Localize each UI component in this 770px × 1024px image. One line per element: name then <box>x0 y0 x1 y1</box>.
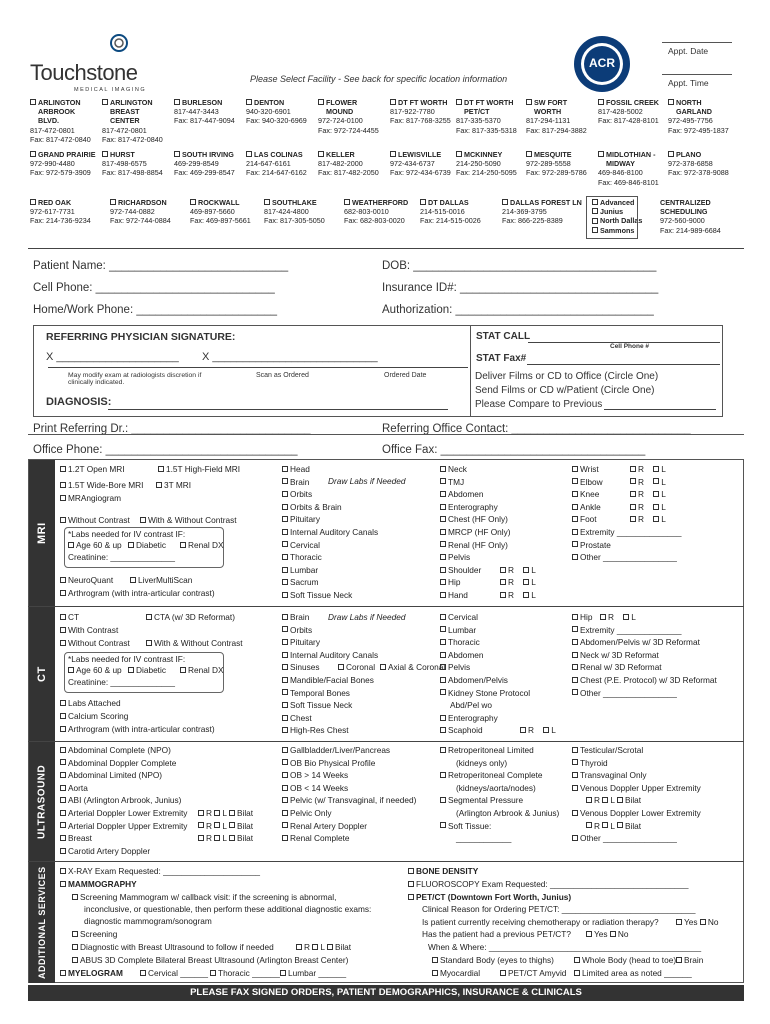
add-when-where: When & Where: ______________________________________________ <box>428 942 702 952</box>
add-inconclusive: inconclusive, or questionable, then perform these additional diagnostic exams: <box>84 904 372 914</box>
section-ultrasound: ULTRASOUND <box>29 742 55 861</box>
us-item4-2[interactable]: Transvaginal Only <box>572 770 647 781</box>
patient-name-field[interactable]: Patient Name: ____________________________ <box>33 260 289 272</box>
logo-mark-icon <box>108 33 130 57</box>
mri-with-without[interactable]: With & Without Contrast <box>140 515 237 526</box>
facility-3[interactable]: DENTON 940-320-6901 Fax: 940-320-6969 <box>246 98 307 126</box>
brand-sub: MEDICAL IMAGING <box>74 87 147 93</box>
add-clinical-reason: Clinical Reason for Ordering PET/CT: _____________________________ <box>422 904 696 914</box>
us-item-1[interactable]: Abdominal Doppler Complete <box>60 758 176 769</box>
us-item-7[interactable]: Breast <box>60 833 92 844</box>
facility-14[interactable]: KELLER 817-482-2000 Fax: 817-482-2050 <box>318 150 379 178</box>
us-item4-4[interactable]: Venous Doppler Lower Extremity <box>572 808 701 819</box>
add-previous-pet: Has the patient had a previous PET/CT? <box>422 929 571 939</box>
us-rl-bilat-5[interactable]: R L Bilat <box>198 808 253 819</box>
add-limited[interactable]: Limited area as noted ______ <box>574 968 692 979</box>
mri-ext-6[interactable]: Prostate <box>572 540 611 551</box>
ct-region-5[interactable]: Mandible/Facial Bones <box>282 675 374 686</box>
facility-12[interactable]: SOUTH IRVING 469-299-8549 Fax: 469-299-8547 <box>174 150 235 178</box>
facility-6[interactable]: DT FT WORTH PET/CT 817-335-5370 Fax: 817-335-5318 <box>456 98 517 135</box>
facility-25[interactable]: DT DALLAS 214-515-0016 Fax: 214-515-0026 <box>420 198 481 226</box>
mri-rl-10[interactable]: R L <box>500 590 536 601</box>
mri-livermultiscan[interactable]: LiverMultiScan <box>130 575 192 586</box>
mri-draw-labs: Draw Labs if Needed <box>328 476 406 486</box>
ct-body-3[interactable]: Abdomen <box>440 650 484 661</box>
diagnosis-line[interactable] <box>108 409 448 410</box>
ct-cta[interactable]: CTA (w/ 3D Reformat) <box>146 612 235 623</box>
us-note-5: (Arlington Arbrook & Junius) <box>456 808 560 818</box>
mri-ext-7[interactable]: Other ________________ <box>572 552 677 563</box>
ct-body-9[interactable]: Scaphoid <box>440 725 483 736</box>
ct-ext-4[interactable]: Renal w/ 3D Reformat <box>572 662 662 673</box>
add-chemo: Is patient currently receiving chemotherapy or radiation therapy? <box>422 917 659 927</box>
add-myocardial[interactable]: Myocardial <box>432 968 480 979</box>
us-note-1: (kidneys only) <box>456 757 508 768</box>
acr-seal-icon <box>572 34 632 94</box>
mri-region-2[interactable]: Orbits <box>282 489 312 500</box>
add-thoracic[interactable]: Thoracic ______ <box>210 968 280 979</box>
send-films[interactable]: Send Films or CD w/Patient (Circle One) <box>475 385 655 396</box>
us-note-3: (kidneys/aorta/nodes) <box>456 782 536 793</box>
mri-neuroquant[interactable]: NeuroQuant <box>60 575 113 586</box>
us-item3-2[interactable]: Retroperitoneal Complete <box>440 770 543 781</box>
add-cervical[interactable]: Cervical ______ <box>140 968 208 979</box>
mri-diabetic[interactable]: Diabetic <box>128 540 166 551</box>
facility-5[interactable]: DT FT WORTH 817-922-7780 Fax: 817-768-3255 <box>390 98 451 126</box>
mri-without-contrast[interactable]: Without Contrast <box>60 515 130 526</box>
add-xray[interactable]: X-RAY Exam Requested: _____________________ <box>60 866 260 877</box>
facility-26[interactable]: DALLAS FOREST LN 214-369-3795 Fax: 866-225-8389 <box>502 198 582 226</box>
ct-draw-labs: Draw Labs if Needed <box>328 612 406 622</box>
brand-name: Touchstone <box>30 60 138 85</box>
add-whole-body[interactable]: Whole Body (head to toe) <box>574 955 676 966</box>
mri-ext-rl-1[interactable]: R L <box>630 477 666 488</box>
mri-region-3[interactable]: Orbits & Brain <box>282 502 342 513</box>
cell-phone-hint: Cell Phone # <box>610 343 650 350</box>
mri-region-4[interactable]: Pituitary <box>282 514 320 525</box>
office-fax-field[interactable]: Office Fax: ________________________________ <box>382 444 646 456</box>
sig-line-1[interactable]: X ____________________ <box>46 351 179 363</box>
mri-ext-rl-0[interactable]: R L <box>630 464 666 475</box>
us-add-divider <box>28 861 744 862</box>
stat-call-label: STAT CALL <box>476 331 531 342</box>
facility-21[interactable]: RICHARDSON 972-744-0882 Fax: 972-744-0884 <box>110 198 171 226</box>
us-venous-rl-4[interactable]: R L Bilat <box>586 795 641 806</box>
dallas-sub-advanced[interactable]: Advanced <box>592 198 642 207</box>
ct-labs-attached[interactable]: Labs Attached <box>60 698 121 709</box>
sections-top <box>28 434 744 435</box>
ct-body-1[interactable]: Lumbar <box>440 625 476 636</box>
add-chemo-yn[interactable]: Yes No <box>676 917 718 928</box>
us-item-3[interactable]: Aorta <box>60 783 88 794</box>
scan-as-ordered: Scan as Ordered <box>256 372 309 379</box>
add-screening[interactable]: Screening <box>72 929 117 940</box>
add-abus[interactable]: ABUS 3D Complete Bilateral Breast Ultrasound (Arlington Breast Center) <box>72 955 348 966</box>
add-petct[interactable]: PET/CT (Downtown Fort Worth, Junius) <box>408 892 571 903</box>
ct-scaphoid-rl[interactable]: R L <box>520 725 556 736</box>
facility-10[interactable]: GRAND PRAIRIE 972-990-4480 Fax: 972-579-3909 <box>30 150 96 178</box>
mri-arthrogram[interactable]: Arthrogram (with intra-articular contrast) <box>60 588 215 599</box>
home-phone-field[interactable]: Home/Work Phone: ______________________ <box>33 304 278 316</box>
ct-without[interactable]: Without Contrast <box>60 638 130 649</box>
divider-top <box>28 248 744 249</box>
modify-note: May modify exam at radiologists discretion if clinically indicated. <box>68 372 202 386</box>
us-item-4[interactable]: ABI (Arlington Arbrook, Junius) <box>60 795 181 806</box>
ct-body-6[interactable]: Kidney Stone Protocol <box>440 688 530 699</box>
ct-ct[interactable]: CT <box>60 612 79 623</box>
ref-contact-field[interactable]: Referring Office Contact: ____________________________ <box>382 423 691 435</box>
us-item2-3[interactable]: OB < 14 Weeks <box>282 783 348 794</box>
ct-renal[interactable]: Renal DX <box>180 665 224 676</box>
mri-region-10[interactable]: Soft Tissue Neck <box>282 590 352 601</box>
section-additional: ADDITIONAL SERVICES <box>29 862 55 983</box>
us-item3-4[interactable]: Segmental Pressure <box>440 795 523 806</box>
us-item2-4[interactable]: Pelvic (w/ Transvaginal, if needed) <box>282 795 416 806</box>
mri-renal[interactable]: Renal DX <box>180 540 224 551</box>
mri-body-9[interactable]: Hip <box>440 577 460 588</box>
us-item2-5[interactable]: Pelvic Only <box>282 808 332 819</box>
referral-line <box>48 367 468 368</box>
mri-region-7[interactable]: Thoracic <box>282 552 322 563</box>
mri-body-0[interactable]: Neck <box>440 464 467 475</box>
facility-0[interactable]: ARLINGTON ARBROOK BLVD. 817-472-0801 Fax: 817-472-0840 <box>30 98 91 144</box>
ct-ext-0[interactable]: Hip <box>572 612 592 623</box>
add-fluoroscopy[interactable]: FLUOROSCOPY Exam Requested: ______________________________ <box>408 879 688 890</box>
ct-creatinine: Creatinine: ______________ <box>68 677 176 687</box>
mri-age60[interactable]: Age 60 & up <box>68 540 122 551</box>
facility-24[interactable]: WEATHERFORD 682-803-0010 Fax: 682-803-0020 <box>344 198 409 226</box>
sig-label: REFERRING PHYSICIAN SIGNATURE: <box>46 331 236 343</box>
mri-region-6[interactable]: Cervical <box>282 540 320 551</box>
facility-15[interactable]: LEWISVILLE 972-434-6737 Fax: 972-434-6739 <box>390 150 451 178</box>
facility-11[interactable]: HURST 817-498-6575 Fax: 817-498-8854 <box>102 150 163 178</box>
svg-text:ACR: ACR <box>589 56 615 70</box>
ct-coronal[interactable]: Coronal <box>338 662 375 673</box>
mri-rl-9[interactable]: R L <box>500 577 536 588</box>
ct-ext-6[interactable]: Other ________________ <box>572 688 677 699</box>
us-item4-1[interactable]: Thyroid <box>572 758 608 769</box>
add-diagnostic-us[interactable]: Diagnostic with Breast Ultrasound to follow if needed <box>72 942 274 953</box>
dallas-sub-junius[interactable]: Junius <box>592 207 642 216</box>
ct-body-4[interactable]: Pelvis <box>440 662 470 673</box>
facility-title: Please Select Facility - See back for specific location information <box>250 74 508 84</box>
appt-date-label: Appt. Date <box>668 46 709 56</box>
ct-body-5[interactable]: Abdomen/Pelvis <box>440 675 508 686</box>
compare-line[interactable] <box>604 409 716 410</box>
ct-age60[interactable]: Age 60 & up <box>68 665 122 676</box>
mri-ext-rl-2[interactable]: R L <box>630 489 666 500</box>
section-mri: MRI <box>29 460 55 606</box>
mri-ext-4[interactable]: Foot <box>572 514 597 525</box>
mri-angiogram[interactable]: MRAngiogram <box>60 493 121 504</box>
facility-7[interactable]: SW FORT WORTH 817-294-1131 Fax: 817-294-3882 <box>526 98 587 135</box>
us-item-2[interactable]: Abdominal Limited (NPO) <box>60 770 162 781</box>
mri-region-0[interactable]: Head <box>282 464 310 475</box>
us-rl-bilat-7[interactable]: R L Bilat <box>198 833 253 844</box>
dallas-sub-sammons[interactable]: Sammons <box>592 226 642 235</box>
facility-20[interactable]: RED OAK 972-617-7731 Fax: 214-736-9234 <box>30 198 91 226</box>
mri-ext-1[interactable]: Elbow <box>572 477 603 488</box>
mri-region-8[interactable]: Lumbar <box>282 565 318 576</box>
add-prev-yn[interactable]: Yes No <box>586 929 628 940</box>
ct-body-8[interactable]: Enterography <box>440 713 498 724</box>
ct-region-2[interactable]: Pituitary <box>282 637 320 648</box>
mri-ext-2[interactable]: Knee <box>572 489 599 500</box>
us-item-8[interactable]: Carotid Artery Doppler <box>60 846 150 857</box>
us-item4-0[interactable]: Testicular/Scrotal <box>572 745 643 756</box>
us-item-0[interactable]: Abdominal Complete (NPO) <box>60 745 171 756</box>
us-rl-bilat-6[interactable]: R L Bilat <box>198 821 253 832</box>
ordered-date-label: Ordered Date <box>384 372 427 379</box>
add-diagnostic: diagnostic mammogram/sonogram <box>84 916 212 926</box>
mri-15t-wb[interactable]: 1.5T Wide-Bore MRI <box>60 480 143 491</box>
footer-banner: PLEASE FAX SIGNED ORDERS, PATIENT DEMOGRAPHICS, INSURANCE & CLINICALS <box>28 985 744 1001</box>
ct-labs-title: *Labs needed for IV contrast IF: <box>68 654 186 664</box>
add-myelogram[interactable]: MYELOGRAM <box>60 968 123 979</box>
compare-previous[interactable]: Please Compare to Previous <box>475 399 603 410</box>
dallas-sub-north-dallas[interactable]: North Dallas <box>592 216 642 225</box>
mri-ct-divider <box>28 606 744 607</box>
mri-body-3[interactable]: Enterography <box>440 502 498 513</box>
us-item2-7[interactable]: Renal Complete <box>282 833 350 844</box>
centralized-scheduling: CENTRALIZED SCHEDULING 972-560-9000 Fax: 214-989-6684 <box>660 198 721 235</box>
us-note-7: ____________ <box>456 833 512 844</box>
mri-12t[interactable]: 1.2T Open MRI <box>60 464 125 475</box>
authorization-field[interactable]: Authorization: _______________________________ <box>382 304 654 316</box>
ct-region-1[interactable]: Orbits <box>282 625 312 636</box>
mri-body-2[interactable]: Abdomen <box>440 489 484 500</box>
ct-body-2[interactable]: Thoracic <box>440 637 480 648</box>
us-item2-2[interactable]: OB > 14 Weeks <box>282 770 348 781</box>
mri-body-1[interactable]: TMJ <box>440 477 464 488</box>
add-bone-density[interactable]: BONE DENSITY <box>408 866 478 877</box>
add-standard-body[interactable]: Standard Body (eyes to thighs) <box>432 955 554 966</box>
facility-1[interactable]: ARLINGTON BREAST CENTER 817-472-0801 Fax: 817-472-0840 <box>102 98 163 144</box>
sig-line-2[interactable]: X ___________________________ <box>202 351 378 363</box>
mri-body-8[interactable]: Shoulder <box>440 565 481 576</box>
ct-diabetic[interactable]: Diabetic <box>128 665 166 676</box>
facility-19[interactable]: PLANO 972-378-6858 Fax: 972-378-9088 <box>668 150 729 178</box>
deliver-films[interactable]: Deliver Films or CD to Office (Circle One) <box>475 371 659 382</box>
print-dr-field[interactable]: Print Referring Dr.: ____________________________ <box>33 423 311 435</box>
ct-hip-rl[interactable]: R L <box>600 612 636 623</box>
us-venous-rl-6[interactable]: R L Bilat <box>586 821 641 832</box>
touchstone-logo <box>30 33 190 93</box>
facility-17[interactable]: MESQUITE 972-289-5558 Fax: 972-289-5786 <box>526 150 587 178</box>
mri-ext-0[interactable]: Wrist <box>572 464 599 475</box>
add-diag-rl[interactable]: R L Bilat <box>296 942 351 953</box>
us-item-5[interactable]: Arterial Doppler Lower Extremity <box>60 808 187 819</box>
add-brain[interactable]: Brain <box>676 955 703 966</box>
ct-region-6[interactable]: Temporal Bones <box>282 688 350 699</box>
facility-2[interactable]: BURLESON 817-447-3443 Fax: 817-447-9094 <box>174 98 235 126</box>
appt-time-line[interactable] <box>662 74 732 75</box>
us-item2-6[interactable]: Renal Artery Doppler <box>282 821 367 832</box>
appt-time-label: Appt. Time <box>668 78 709 88</box>
us-item4-3[interactable]: Venous Doppler Upper Extremity <box>572 783 701 794</box>
us-item3-0[interactable]: Retroperitoneal Limited <box>440 745 534 756</box>
ct-region-9[interactable]: High-Res Chest <box>282 725 349 736</box>
insurance-field[interactable]: Insurance ID#: _______________________________ <box>382 282 659 294</box>
ct-ext-5[interactable]: Chest (P.E. Protocol) w/ 3D Reformat <box>572 675 717 686</box>
ct-ext-2[interactable]: Abdomen/Pelvis w/ 3D Reformat <box>572 637 700 648</box>
facility-8[interactable]: FOSSIL CREEK 817-428-5002 Fax: 817-428-8101 <box>598 98 659 126</box>
ct-region-3[interactable]: Internal Auditory Canals <box>282 650 378 661</box>
cell-phone-field[interactable]: Cell Phone: ____________________________ <box>33 282 275 294</box>
mri-labs-title: *Labs needed for IV contrast IF: <box>68 529 186 539</box>
facility-18[interactable]: MIDLOTHIAN - MIDWAY 469-846-8100 Fax: 469-846-8101 <box>598 150 659 187</box>
mri-body-6[interactable]: Renal (HF Only) <box>440 540 508 551</box>
mri-body-4[interactable]: Chest (HF Only) <box>440 514 508 525</box>
ct-with-without[interactable]: With & Without Contrast <box>146 638 243 649</box>
add-screening-callback[interactable]: Screening Mammogram w/ callback visit: if the screening is abnormal, <box>72 892 336 903</box>
ct-abdpel: Abd/Pel wo <box>450 700 492 711</box>
mri-3t[interactable]: 3T MRI <box>156 480 191 491</box>
mri-ext-rl-3[interactable]: R L <box>630 502 666 513</box>
us-item2-0[interactable]: Gallbladder/Liver/Pancreas <box>282 745 390 756</box>
facility-9[interactable]: NORTH GARLAND 972-495-7756 Fax: 972-495-1837 <box>668 98 729 135</box>
mri-region-9[interactable]: Sacrum <box>282 577 319 588</box>
add-amyvid[interactable]: PET/CT Amyvid <box>500 968 566 979</box>
mri-body-7[interactable]: Pelvis <box>440 552 470 563</box>
us-item3-6[interactable]: Soft Tissue: <box>440 821 491 832</box>
ct-ext-1[interactable]: Extremity ______________ <box>572 625 681 636</box>
us-item4-5[interactable]: Other ________________ <box>572 833 677 844</box>
referral-divider <box>470 325 471 417</box>
ct-region-0[interactable]: Brain <box>282 612 309 623</box>
diagnosis-label: DIAGNOSIS: <box>46 396 112 408</box>
mri-rl-8[interactable]: R L <box>500 565 536 576</box>
facility-23[interactable]: SOUTHLAKE 817-424-4800 Fax: 817-305-5050 <box>264 198 325 226</box>
mri-ext-3[interactable]: Ankle <box>572 502 601 513</box>
ct-body-0[interactable]: Cervical <box>440 612 478 623</box>
ct-region-8[interactable]: Chest <box>282 713 312 724</box>
dob-field[interactable]: DOB: ______________________________________ <box>382 260 657 272</box>
section-ct: CT <box>29 607 55 741</box>
ct-us-divider <box>28 741 744 742</box>
stat-fax-label: STAT Fax# <box>476 353 527 364</box>
add-mammography[interactable]: MAMMOGRAPHY <box>60 879 137 890</box>
mri-body-5[interactable]: MRCP (HF Only) <box>440 527 511 538</box>
ct-axial[interactable]: Axial & Coronal <box>380 662 445 673</box>
ct-region-4[interactable]: Sinuses <box>282 662 320 673</box>
dallas-sub-box <box>586 196 638 239</box>
us-item2-1[interactable]: OB Bio Physical Profile <box>282 758 375 769</box>
ct-with[interactable]: With Contrast <box>60 625 118 636</box>
ct-ext-3[interactable]: Neck w/ 3D Reformat <box>572 650 659 661</box>
facility-4[interactable]: FLOWER MOUND 972-724-0100 Fax: 972-724-4455 <box>318 98 379 135</box>
facility-22[interactable]: ROCKWALL 469-897-5660 Fax: 469-897-5661 <box>190 198 251 226</box>
mri-creatinine: Creatinine: ______________ <box>68 552 176 562</box>
mri-body-10[interactable]: Hand <box>440 590 468 601</box>
mri-ext-5[interactable]: Extremity ______________ <box>572 527 681 538</box>
mri-ext-rl-4[interactable]: R L <box>630 514 666 525</box>
mri-region-5[interactable]: Internal Auditory Canals <box>282 527 378 538</box>
facility-13[interactable]: LAS COLINAS 214-647-6161 Fax: 214-647-6162 <box>246 150 307 178</box>
stat-fax-line[interactable] <box>527 364 720 365</box>
office-phone-field[interactable]: Office Phone: ______________________________ <box>33 444 298 456</box>
mri-15t-hf[interactable]: 1.5T High-Field MRI <box>158 464 240 475</box>
mri-region-1[interactable]: Brain <box>282 477 309 488</box>
ct-calcium[interactable]: Calcium Scoring <box>60 711 128 722</box>
facility-16[interactable]: MCKINNEY 214-250-5090 Fax: 214-250-5095 <box>456 150 517 178</box>
appt-date-line[interactable] <box>662 42 732 43</box>
ct-region-7[interactable]: Soft Tissue Neck <box>282 700 352 711</box>
add-lumbar[interactable]: Lumbar ______ <box>280 968 346 979</box>
us-item-6[interactable]: Arterial Doppler Upper Extremity <box>60 821 187 832</box>
ct-arthrogram[interactable]: Arthrogram (with intra-articular contrast) <box>60 724 215 735</box>
